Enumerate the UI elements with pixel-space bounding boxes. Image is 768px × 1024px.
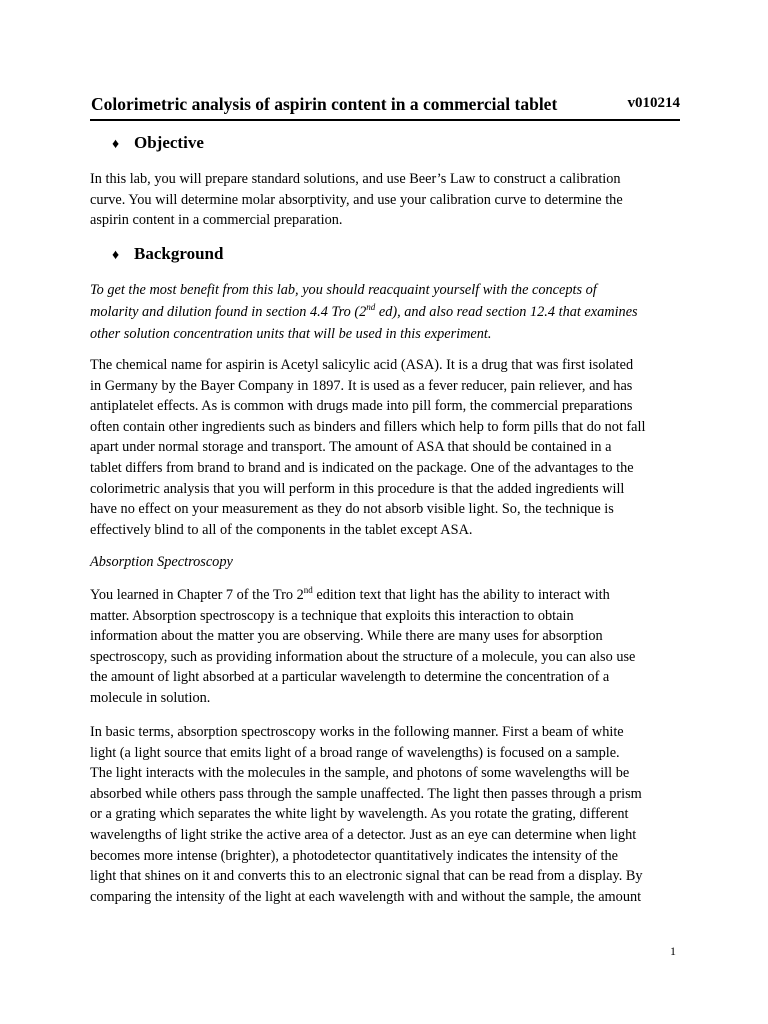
text-line: tablet differs from brand to brand and is indicated on the package. One of the advantages to the [90, 459, 634, 476]
text-segment: edition text that light has the ability to interact with [312, 587, 610, 603]
document-header [90, 92, 680, 121]
spectroscopy-intro-paragraph [90, 585, 680, 709]
text-line: molecule in solution. [90, 689, 211, 706]
absorption-spectroscopy-subheading: Absorption Spectroscopy [90, 554, 233, 570]
text-segment: You learned in Chapter 7 of the Tro 2 [90, 587, 304, 603]
text-segment: ed), and also read section 12.4 that examines [375, 304, 638, 320]
text-line: matter. Absorption spectroscopy is a technique that exploits this interaction to obtain [90, 607, 574, 624]
text-line: The chemical name for aspirin is Acetyl salicylic acid (ASA). It is a drug that was first isolated [90, 357, 634, 373]
text-line [90, 585, 680, 606]
background-heading-text: Background [134, 244, 224, 263]
superscript: nd [303, 585, 313, 595]
text-line: other solution concentration units that will be used in this experiment. [90, 326, 492, 342]
aspirin-paragraph [90, 355, 680, 540]
document-version: v010214 [627, 95, 680, 111]
text-line: have no effect on your measurement as they do not absorb visible light. So, the technique is [90, 501, 614, 518]
text-line: The light interacts with the molecules in the sample, and photons of some wavelengths will be [90, 765, 630, 782]
text-line: spectroscopy, such as providing information about the structure of a molecule, you can also use [90, 648, 636, 665]
page-number: 1 [670, 944, 676, 958]
text-line: often contain other ingredients such as binders and fillers which help to form pills that do not fall [90, 418, 646, 435]
text-line: antiplatelet effects. As is common with drugs made into pill form, the commercial preparations [90, 398, 633, 415]
background-heading [112, 244, 223, 264]
text-line: information about the matter you are observing. While there are many uses for absorption [90, 628, 603, 645]
objective-paragraph [90, 169, 680, 231]
text-line: effectively blind to all of the components in the tablet except ASA. [90, 521, 473, 538]
document-title: Colorimetric analysis of aspirin content in a commercial tablet [91, 94, 558, 114]
text-line: colorimetric analysis that you will perform in this procedure is that the added ingredients will [90, 480, 625, 497]
text-line: absorbed while others pass through the sample unaffected. The light then passes through a prism [90, 785, 642, 802]
text-line: the amount of light absorbed at a particular wavelength to determine the concentration of a [90, 669, 610, 686]
superscript: nd [366, 302, 376, 312]
spectroscopy-method-paragraph [90, 722, 680, 907]
text-line [90, 301, 680, 323]
text-line: curve. You will determine molar absorptivity, and use your calibration curve to determine the [90, 191, 623, 208]
text-line: comparing the intensity of the light at each wavelength with and without the sample, the amount [90, 888, 642, 905]
text-line: apart under normal storage and transport. The amount of ASA that should be contained in a [90, 439, 612, 456]
diamond-bullet-icon: ♦ [112, 137, 120, 152]
text-line: In basic terms, absorption spectroscopy works in the following manner. First a beam of white [90, 724, 624, 740]
text-line: light that shines on it and converts this to an electronic signal that can be read from a display. By [90, 868, 643, 885]
text-line: In this lab, you will prepare standard solutions, and use Beer’s Law to construct a calibration [90, 171, 621, 187]
text-line: aspirin content in a commercial preparation. [90, 212, 343, 229]
text-line: To get the most benefit from this lab, you should reacquaint yourself with the concepts of [90, 282, 597, 298]
text-line: wavelengths of light strike the active area of a detector. Just as an eye can determine when light [90, 826, 637, 843]
text-segment: molarity and dilution found in section 4.4 Tro (2 [90, 304, 367, 320]
objective-heading [112, 133, 204, 153]
diamond-bullet-icon: ♦ [112, 248, 120, 263]
objective-heading-text: Objective [134, 133, 204, 152]
text-line: or a grating which separates the white light by wavelength. As you rotate the grating, different [90, 806, 629, 823]
text-line: becomes more intense (brighter), a photodetector quantitatively indicates the intensity of the [90, 847, 619, 864]
text-line: in Germany by the Bayer Company in 1897. It is used as a fever reducer, pain reliever, and has [90, 377, 633, 394]
text-line: light (a light source that emits light of a broad range of wavelengths) is focused on a sample. [90, 744, 620, 761]
background-intro-paragraph [90, 279, 680, 345]
